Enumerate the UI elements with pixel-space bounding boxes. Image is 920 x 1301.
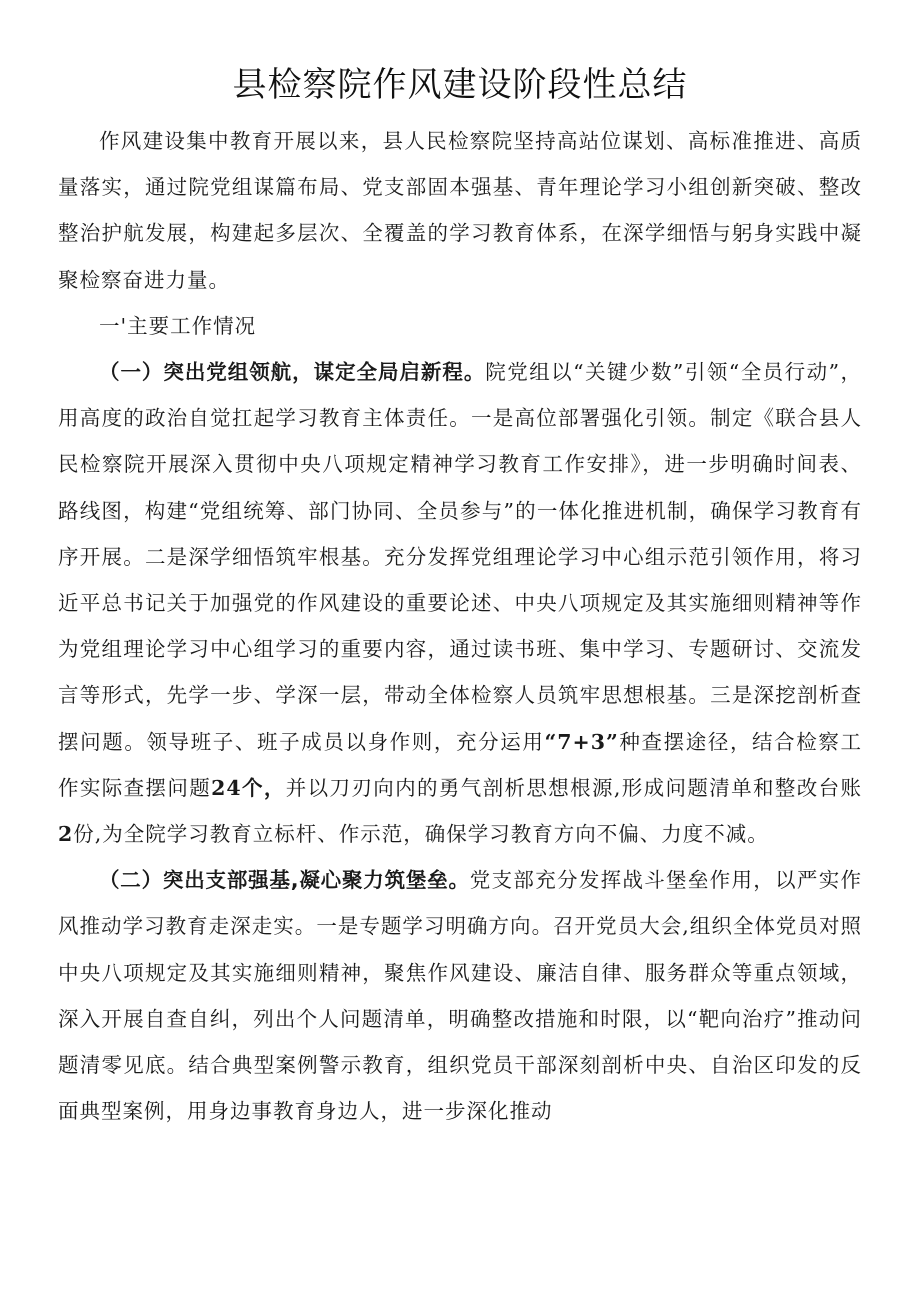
intro-paragraph: 作风建设集中教育开展以来，县人民检察院坚持高站位谋划、高标准推进、高质量落实，通过院党组谋篇布局、党支部固本强基、青年理论学习小组创新突破、整改整治护航发展，构建起多层次、全覆盖的学习教育体系，在深学细悟与躬身实践中凝聚检察奋进力量。: [58, 129, 862, 292]
document-title: 县检察院作风建设阶段性总结: [232, 65, 688, 105]
paragraph-text: 院党组以“关键少数”引领“全员行动”，用高度的政治自觉扛起学习教育主体责任。一是高位部署强化引领。制定《联合县人民检察院开展深入贯彻中央八项规定精神学习教育工作安排》，进一步明确时间表、路线图，构建“党组统筹、部门协同、全员参与”的一体化推进机制，确保学习教育有序开展。二是深学细悟筑牢根基。充分发挥党组理论学习中心组示范引领作用，将习近平总书记关于加强党的作风建设的重要论述、中央八项规定及其实施细则精神等作为党组理论学习中心组学习的重要内容，通过读书班、集中学习、专题研讨、交流发言等形式，先学一步、学深一层，带动全体检察人员筑牢思想根基。三是深挖剖析查摆问题。领导班子、班子成员以身作则，充分运用: [58, 360, 863, 754]
paragraph-text: 并以刀刃向内的勇气剖析思想根源,形成问题清单和整改台账: [285, 775, 863, 800]
subheading-branch-foundation: （二）突出支部强基,凝心聚力筑堡垒。: [99, 868, 470, 893]
bold-figure: “7+3”: [544, 729, 619, 754]
paragraph-party-leadership: [58, 349, 862, 857]
paragraph-text: 种查摆途径，结合检察工作实际查摆问题: [58, 729, 862, 800]
bold-figure: 24个，: [211, 775, 286, 800]
paragraph-text: 份,为全院学习教育立标杆、作示范，确保学习教育方向不偏、力度不减。: [73, 822, 769, 847]
subheading-party-leadership: （一）突出党组领航，谋定全局启新程。: [99, 360, 486, 385]
paragraph-text: 党支部充分发挥战斗堡垒作用，以严实作风推动学习教育走深走实。一是专题学习明确方向。召开党员大会,组织全体党员对照中央八项规定及其实施细则精神，聚焦作风建设、廉洁自律、服务群众等重点领域，深入开展自查自纠，列出个人问题清单，明确整改措施和时限，以“靶向治疗”推动问题清零见底。结合典型案例警示教育，组织党员干部深刻剖析中央、自治区印发的反面典型案例，用身边事教育身边人，进一步深化推动: [58, 868, 862, 1124]
bold-figure: 2: [58, 822, 74, 847]
section-heading-main-work: 一'主要工作情况: [99, 313, 257, 338]
paragraph-branch-foundation: [58, 857, 862, 1134]
